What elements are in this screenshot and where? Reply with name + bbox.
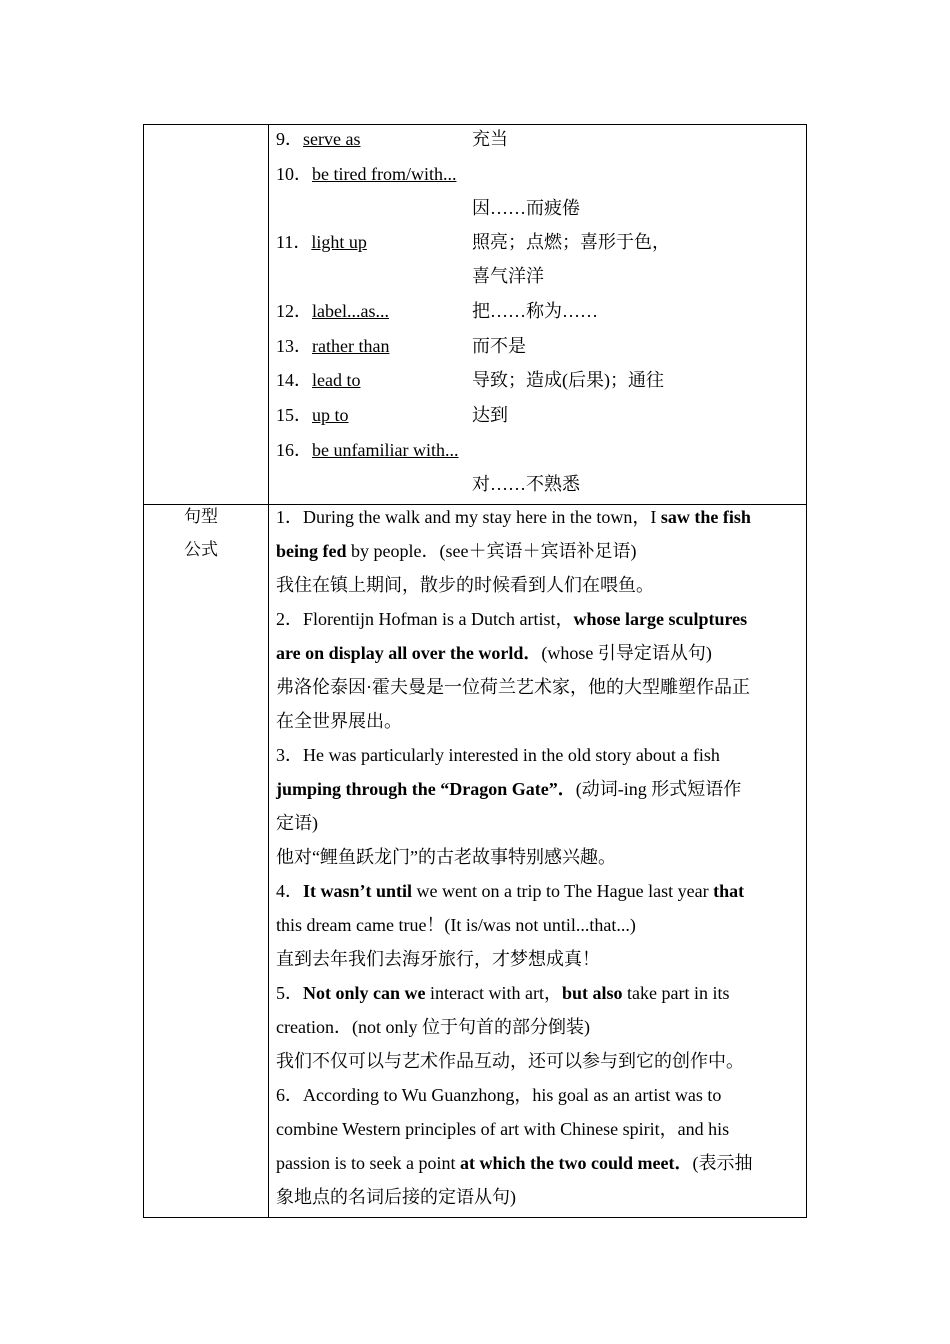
sentence-line: are on display all over the world．(whose 引导定语从句) — [276, 643, 712, 663]
sentence-translation: 在全世界展出。 — [276, 711, 402, 731]
sentence-line: creation．(not only 位于句首的部分倒装) — [276, 1017, 590, 1037]
phrase-row: 13．rather than — [276, 336, 390, 356]
phrase-row: 12．label...as... — [276, 301, 389, 321]
phrase-meaning-cont: 喜气洋洋 — [472, 266, 544, 286]
sentence-line: this dream came true！(It is/was not until...that...) — [276, 915, 636, 935]
vocabulary-table — [143, 124, 807, 1218]
phrase: serve as — [303, 129, 361, 149]
phrase-meaning: 导致；造成(后果)；通往 — [472, 370, 664, 390]
sentence-line: 2．Florentijn Hofman is a Dutch artist，whose large sculptures — [276, 609, 748, 629]
sentence-line: 1．During the walk and my stay here in the town，I saw the fish — [276, 507, 751, 527]
phrase-meaning: 因……而疲倦 — [472, 198, 580, 218]
section-label: 句型 — [184, 507, 218, 527]
sentence-translation: 直到去年我们去海牙旅行，才梦想成真！ — [276, 949, 600, 969]
sentence-line: 5．Not only can we interact with art，but also take part in its — [276, 983, 730, 1003]
sentence-line: 定语) — [276, 813, 318, 833]
phrase: up to — [312, 405, 349, 425]
sentence-line: 4．It wasn’t until we went on a trip to The Hague last year that — [276, 881, 745, 901]
phrase: rather than — [312, 336, 390, 356]
phrase: light up — [311, 232, 367, 252]
sentence-line: passion is to seek a point at which the two could meet．(表示抽 — [276, 1153, 753, 1173]
phrase-row: 10．be tired from/with... — [276, 164, 457, 184]
phrase: be tired from/with... — [312, 164, 457, 184]
phrase-meaning: 把……称为…… — [472, 301, 598, 321]
sentence-line: 6．According to Wu Guanzhong，his goal as an artist was to — [276, 1085, 722, 1105]
section-label: 公式 — [184, 540, 218, 560]
phrase-meaning: 对……不熟悉 — [472, 474, 580, 494]
sentence-line: being fed by people．(see＋宾语＋宾语补足语) — [276, 541, 637, 561]
sentence-line: 3．He was particularly interested in the old story about a fish — [276, 745, 720, 765]
phrase-meaning: 而不是 — [472, 336, 526, 356]
phrase-row: 14．lead to — [276, 370, 361, 390]
phrase-meaning: 达到 — [472, 405, 508, 425]
phrase-meaning: 照亮；点燃；喜形于色， — [472, 232, 670, 252]
phrase-row: 11．light up — [276, 232, 367, 252]
phrase: lead to — [312, 370, 361, 390]
phrase: be unfamiliar with... — [312, 440, 459, 460]
sentence-translation: 他对“鲤鱼跃龙门”的古老故事特别感兴趣。 — [276, 847, 616, 867]
phrase-row: 9．serve as — [276, 129, 361, 149]
phrase-meaning: 充当 — [472, 129, 508, 149]
phrase-row: 15．up to — [276, 405, 349, 425]
sentence-line: 象地点的名词后接的定语从句) — [276, 1187, 516, 1207]
column-divider — [268, 125, 269, 1217]
sentence-translation: 我住在镇上期间，散步的时候看到人们在喂鱼。 — [276, 575, 654, 595]
sentence-line: jumping through the “Dragon Gate”．(动词-ing 形式短语作 — [276, 779, 742, 799]
sentence-translation: 弗洛伦泰因·霍夫曼是一位荷兰艺术家，他的大型雕塑作品正 — [276, 677, 750, 697]
phrase-row: 16．be unfamiliar with... — [276, 440, 459, 460]
phrase: label...as... — [312, 301, 389, 321]
sentence-translation: 我们不仅可以与艺术作品互动，还可以参与到它的创作中。 — [276, 1051, 744, 1071]
sentence-line: combine Western principles of art with Chinese spirit，and his — [276, 1119, 730, 1139]
